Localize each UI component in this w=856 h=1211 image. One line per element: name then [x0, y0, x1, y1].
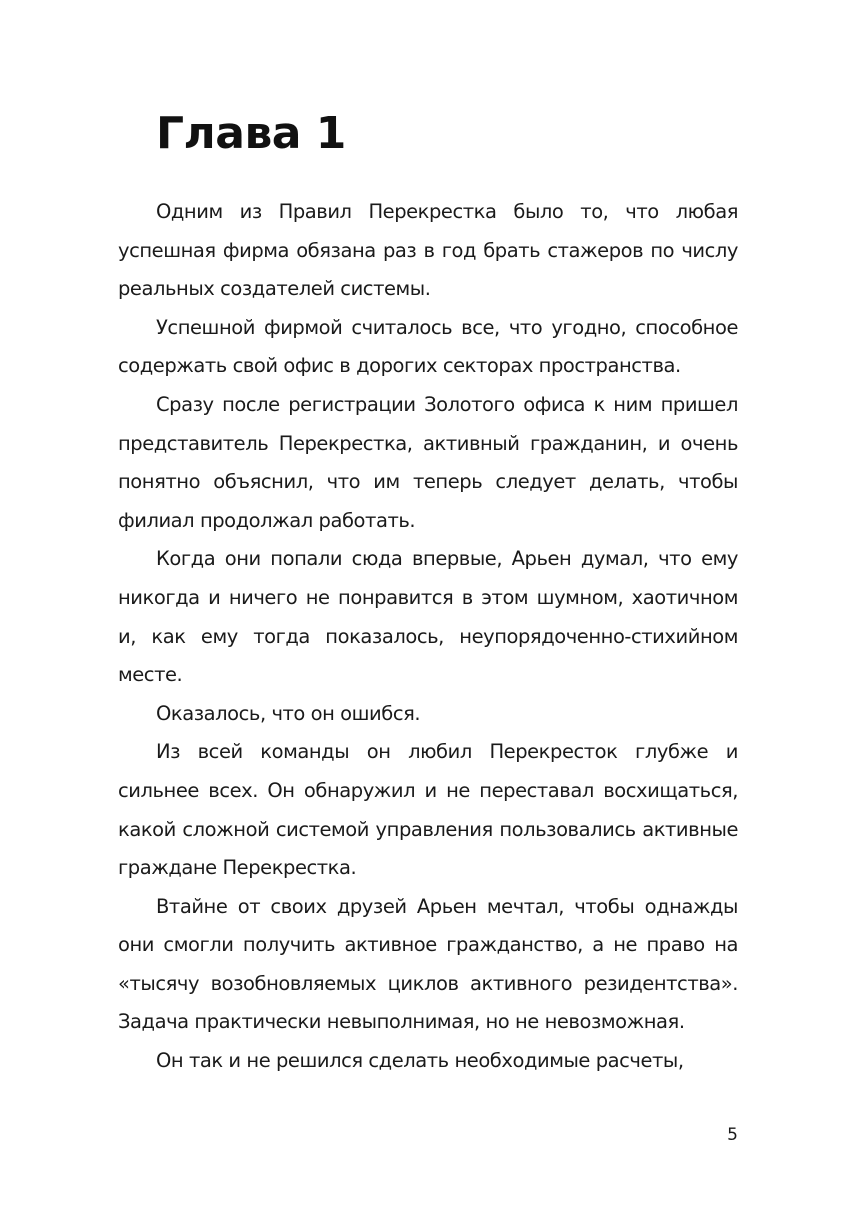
page-number: 5 [727, 1125, 738, 1145]
paragraph-2: Успешной фирмой считалось все, что угодно, способное содержать свой офис в дорогих секторах пространства. [118, 315, 738, 378]
chapter-text [118, 193, 738, 1081]
paragraph-3: Сразу после регистрации Золотого офиса к ним пришел представитель Перекрестка, активный гражданин, и очень понятно объяснил, что им теперь следует делать, чтобы филиал продолжал работать. [118, 392, 738, 532]
paragraph-6: Из всей команды он любил Перекресток глубже и сильнее всех. Он обнаружил и не переставал восхищаться, какой сложной системой управления пользовались активные граждане Перекрестка. [118, 740, 738, 880]
paragraph-8: Он так и не решился сделать необходимые расчеты, [156, 1049, 684, 1073]
paragraph-1: Одним из Правил Перекрестка было то, что любая успешная фирма обязана раз в год брать стажеров по числу реальных создателей системы. [118, 200, 738, 301]
paragraph-5: Оказалось, что он ошибся. [156, 701, 421, 725]
chapter-title: Глава 1 [156, 108, 346, 159]
paragraph-7: Втайне от своих друзей Арьен мечтал, чтобы однажды они смогли получить активное гражданство, а не право на «тысячу возобновляемых циклов активного резидентства». Задача практически невыполнимая, но не невозможная. [118, 894, 738, 1034]
paragraph-4: Когда они попали сюда впервые, Арьен думал, что ему никогда и ничего не понравится в этом шумном, хаотичном и, как ему тогда показалось, неупорядоченно-стихийном месте. [118, 547, 738, 687]
